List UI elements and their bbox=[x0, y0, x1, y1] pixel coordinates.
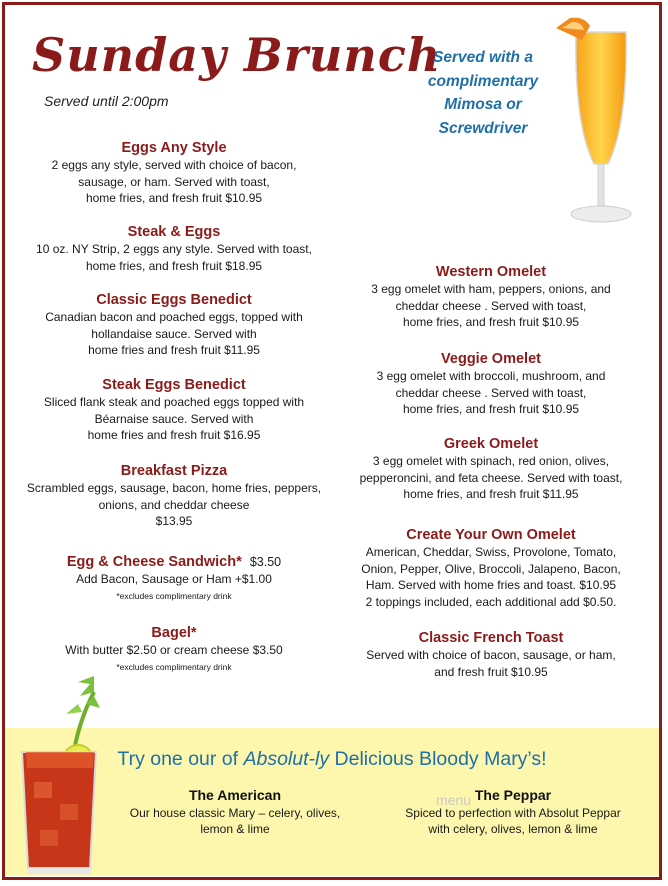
menu-item-desc: cheddar cheese . Served with toast, bbox=[395, 298, 587, 313]
drink-desc: Our house classic Mary – celery, olives, bbox=[129, 806, 341, 820]
menu-item-desc: Ham. Served with home fries and toast. $10.95 bbox=[365, 578, 617, 592]
page-title: Sunday Brunch bbox=[32, 28, 442, 82]
menu-item bbox=[350, 351, 632, 418]
menu-item-desc: 2 eggs any style, served with choice of bacon, bbox=[51, 158, 297, 172]
menu-item-desc: home fries, and fresh fruit $10.95 bbox=[402, 402, 580, 416]
menu-item-name: Steak & Eggs bbox=[127, 224, 221, 240]
menu-item-desc: $13.95 bbox=[155, 514, 193, 528]
menu-item-desc: and fresh fruit $10.95 bbox=[434, 664, 548, 679]
banner-title-pre: Try one our of bbox=[117, 748, 244, 770]
watermark: menu bbox=[436, 792, 472, 808]
mimosa-note-line: Screwdriver bbox=[438, 119, 528, 137]
menu-item-name: Eggs Any Style bbox=[121, 140, 227, 156]
menu-item-desc: 3 egg omelet with ham, peppers, onions, and bbox=[371, 282, 611, 296]
drink-item bbox=[105, 787, 365, 837]
menu-item-desc: 3 egg omelet with spinach, red onion, olives, bbox=[372, 454, 610, 468]
menu-item bbox=[350, 527, 632, 610]
menu-item bbox=[350, 436, 632, 503]
banner-title-brand: Absolut-ly bbox=[243, 748, 330, 770]
mimosa-note-line: complimentary bbox=[427, 72, 539, 90]
menu-item-name: Steak Eggs Benedict bbox=[102, 377, 246, 393]
menu-item-desc: home fries, and fresh fruit $10.95 bbox=[85, 191, 263, 205]
menu-item-desc: 10 oz. NY Strip, 2 eggs any style. Served with toast, bbox=[36, 242, 312, 256]
drink-name: The American bbox=[188, 787, 282, 803]
menu-item bbox=[18, 224, 330, 274]
menu-item-desc: cheddar cheese . Served with toast, bbox=[395, 385, 587, 400]
menu-item-desc: Add Bacon, Sausage or Ham +$1.00 bbox=[76, 572, 272, 586]
menu-item-desc: hollandaise sauce. Served with bbox=[91, 326, 257, 341]
menu-item-desc: home fries and fresh fruit $11.95 bbox=[88, 343, 260, 357]
mimosa-glass-icon bbox=[556, 14, 646, 230]
banner-title-post: Delicious Bloody Mary’s! bbox=[329, 748, 547, 770]
menu-item-desc: Scrambled eggs, sausage, bacon, home fries, peppers, bbox=[26, 481, 322, 495]
drink-desc: with celery, olives, lemon & lime bbox=[428, 822, 598, 836]
drink-desc: lemon & lime bbox=[200, 822, 270, 836]
menu-item-heading bbox=[18, 554, 330, 570]
menu-item-name: Bagel* bbox=[151, 625, 197, 641]
menu-item bbox=[350, 264, 632, 331]
menu-item-desc: Canadian bacon and poached eggs, topped with bbox=[45, 310, 303, 324]
menu-item-desc: pepperoncini, and feta cheese. Served with toast, bbox=[359, 470, 623, 485]
menu-item-desc: Onion, Pepper, Olive, Broccoli, Jalapeno, Bacon, bbox=[361, 561, 621, 576]
menu-item bbox=[18, 554, 330, 602]
drink-name: The Peppar bbox=[474, 787, 552, 803]
menu-item-note: *excludes complimentary drink bbox=[116, 590, 232, 601]
menu-item bbox=[18, 140, 330, 207]
menu-item bbox=[350, 630, 632, 680]
drink-desc: Spiced to perfection with Absolut Peppar bbox=[405, 806, 621, 820]
menu-item bbox=[18, 292, 330, 359]
menu-item-desc: 2 toppings included, each additional add $0.50. bbox=[365, 594, 617, 609]
menu-item-name: Breakfast Pizza bbox=[120, 463, 228, 479]
menu-item-desc: Béarnaise sauce. Served with bbox=[94, 411, 254, 426]
menu-item-name: Western Omelet bbox=[435, 264, 547, 280]
menu-item-desc: onions, and cheddar cheese bbox=[98, 497, 250, 512]
menu-item-desc: With butter $2.50 or cream cheese $3.50 bbox=[65, 643, 283, 657]
menu-item-desc: sausage, or ham. Served with toast, bbox=[78, 174, 270, 189]
menu-item-name: Create Your Own Omelet bbox=[406, 527, 576, 543]
menu-item-name: Greek Omelet bbox=[443, 436, 539, 452]
menu-item-desc: home fries, and fresh fruit $11.95 bbox=[403, 487, 579, 501]
mimosa-note bbox=[408, 46, 558, 140]
right-menu-column bbox=[350, 264, 632, 684]
menu-item-name: Egg & Cheese Sandwich* bbox=[66, 554, 242, 570]
menu-item bbox=[18, 625, 330, 673]
left-menu-column bbox=[18, 140, 330, 680]
menu-item-desc: Sliced flank steak and poached eggs topped with bbox=[43, 395, 305, 409]
menu-item-name: Classic French Toast bbox=[418, 630, 564, 646]
bloody-mary-glass-icon bbox=[16, 672, 116, 878]
menu-item-desc: home fries and fresh fruit $16.95 bbox=[87, 428, 261, 442]
served-until-note: Served until 2:00pm bbox=[44, 93, 169, 109]
menu-item-desc: American, Cheddar, Swiss, Provolone, Tomato, bbox=[365, 545, 617, 559]
menu-item-note: *excludes complimentary drink bbox=[116, 661, 232, 672]
menu-item-desc: 3 egg omelet with broccoli, mushroom, and bbox=[376, 369, 606, 383]
menu-item-price: $3.50 bbox=[249, 555, 282, 569]
mimosa-note-line: Mimosa or bbox=[444, 96, 522, 113]
menu-item-name: Veggie Omelet bbox=[441, 351, 541, 367]
menu-item-desc: home fries, and fresh fruit $18.95 bbox=[85, 258, 263, 273]
menu-item-name: Classic Eggs Benedict bbox=[96, 292, 252, 308]
mimosa-note-line: Served with a bbox=[433, 49, 533, 66]
menu-item bbox=[18, 377, 330, 444]
drink-item bbox=[383, 787, 643, 837]
menu-item-desc: home fries, and fresh fruit $10.95 bbox=[402, 315, 580, 329]
menu-item bbox=[18, 463, 330, 530]
menu-item-desc: Served with choice of bacon, sausage, or ham, bbox=[366, 648, 616, 662]
